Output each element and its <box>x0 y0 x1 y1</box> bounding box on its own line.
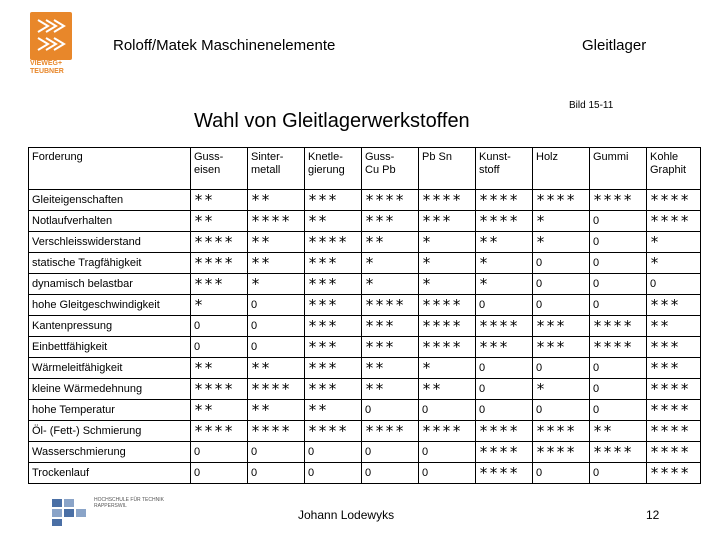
rating-cell: 0 <box>590 400 647 421</box>
rating-cell: *** <box>305 316 362 337</box>
rating-cell: 0 <box>191 316 248 337</box>
rating-cell: **** <box>419 295 476 316</box>
rating-cell: ** <box>590 421 647 442</box>
rating-cell: **** <box>647 463 701 484</box>
column-header-material: Holz <box>533 148 590 190</box>
rating-cell: 0 <box>533 253 590 274</box>
rating-cell: **** <box>647 442 701 463</box>
rating-cell: * <box>476 274 533 295</box>
rating-cell: **** <box>476 190 533 211</box>
rating-cell: * <box>419 232 476 253</box>
table-row <box>29 337 701 358</box>
requirement-label: Trockenlauf <box>29 463 191 484</box>
column-header-material: Kunst- stoff <box>476 148 533 190</box>
rating-cell: 0 <box>590 295 647 316</box>
requirement-label: Verschleisswiderstand <box>29 232 191 253</box>
header-book-title: Roloff/Matek Maschinenelemente <box>113 37 336 54</box>
figure-number: Bild 15-11 <box>569 100 614 111</box>
requirement-label: hohe Gleitgeschwindigkeit <box>29 295 191 316</box>
rating-cell: ** <box>362 232 419 253</box>
table-row <box>29 211 701 232</box>
rating-cell: 0 <box>476 379 533 400</box>
table-row <box>29 421 701 442</box>
rating-cell: *** <box>305 337 362 358</box>
rating-cell: * <box>191 295 248 316</box>
rating-cell: **** <box>362 421 419 442</box>
rating-cell: * <box>248 274 305 295</box>
table-row <box>29 316 701 337</box>
rating-cell: **** <box>647 400 701 421</box>
rating-cell: **** <box>476 442 533 463</box>
rating-cell: *** <box>476 337 533 358</box>
page-title: Wahl von Gleitlagerwerkstoffen <box>194 110 470 132</box>
rating-cell: **** <box>590 442 647 463</box>
rating-cell: * <box>647 253 701 274</box>
rating-cell: *** <box>533 337 590 358</box>
rating-cell: *** <box>191 274 248 295</box>
rating-cell: ** <box>248 358 305 379</box>
rating-cell: **** <box>419 337 476 358</box>
rating-cell: *** <box>362 211 419 232</box>
rating-cell: 0 <box>533 295 590 316</box>
rating-cell: ** <box>248 400 305 421</box>
rating-cell: **** <box>305 232 362 253</box>
rating-cell: *** <box>305 274 362 295</box>
rating-cell: *** <box>305 358 362 379</box>
rating-cell: 0 <box>533 358 590 379</box>
requirement-label: Wärmeleitfähigkeit <box>29 358 191 379</box>
table-row <box>29 295 701 316</box>
rating-cell: **** <box>476 316 533 337</box>
rating-cell: *** <box>362 337 419 358</box>
author: Johann Lodewyks <box>298 508 395 522</box>
rating-cell: **** <box>191 253 248 274</box>
rating-cell: 0 <box>590 358 647 379</box>
rating-cell: 0 <box>248 316 305 337</box>
rating-cell: *** <box>362 316 419 337</box>
rating-cell: ** <box>248 190 305 211</box>
column-header-material: Knetle- gierung <box>305 148 362 190</box>
rating-cell: 0 <box>248 295 305 316</box>
rating-cell: **** <box>248 211 305 232</box>
table-row <box>29 274 701 295</box>
rating-cell: **** <box>590 190 647 211</box>
publisher-logo-text: VIEWEG+ TEUBNER <box>30 60 64 75</box>
rating-cell: *** <box>305 295 362 316</box>
column-header-material: Sinter- metall <box>248 148 305 190</box>
requirement-label: Notlaufverhalten <box>29 211 191 232</box>
rating-cell: * <box>419 358 476 379</box>
rating-cell: **** <box>191 421 248 442</box>
rating-cell: 0 <box>533 274 590 295</box>
rating-cell: ** <box>647 316 701 337</box>
rating-cell: ** <box>419 379 476 400</box>
rating-cell: **** <box>248 379 305 400</box>
rating-cell: 0 <box>248 442 305 463</box>
rating-cell: *** <box>305 190 362 211</box>
rating-cell: 0 <box>419 442 476 463</box>
rating-cell: 0 <box>305 442 362 463</box>
page-number: 12 <box>646 508 660 522</box>
rating-cell: **** <box>533 421 590 442</box>
requirement-label: Wasserschmierung <box>29 442 191 463</box>
rating-cell: 0 <box>305 463 362 484</box>
rating-cell: 0 <box>419 400 476 421</box>
rating-cell: * <box>533 379 590 400</box>
table-row <box>29 463 701 484</box>
rating-cell: 0 <box>248 337 305 358</box>
requirement-label: kleine Wärmedehnung <box>29 379 191 400</box>
table-row <box>29 253 701 274</box>
rating-cell: * <box>419 274 476 295</box>
rating-cell: **** <box>533 442 590 463</box>
table-row <box>29 379 701 400</box>
table-header-row <box>29 148 701 190</box>
rating-cell: **** <box>590 337 647 358</box>
rating-cell: 0 <box>191 442 248 463</box>
rating-cell: **** <box>476 421 533 442</box>
rating-cell: 0 <box>590 232 647 253</box>
table-row <box>29 190 701 211</box>
rating-cell: 0 <box>248 463 305 484</box>
rating-cell: ** <box>191 400 248 421</box>
rating-cell: **** <box>248 421 305 442</box>
table-row <box>29 232 701 253</box>
school-name: HOCHSCHULE FÜR TECHNIK RAPPERSWIL <box>94 497 164 509</box>
rating-cell: ** <box>305 400 362 421</box>
rating-cell: **** <box>476 211 533 232</box>
rating-cell: 0 <box>590 253 647 274</box>
rating-cell: **** <box>191 379 248 400</box>
rating-cell: *** <box>647 358 701 379</box>
header-chapter: Gleitlager <box>582 37 647 54</box>
rating-cell: * <box>362 253 419 274</box>
requirement-label: statische Tragfähigkeit <box>29 253 191 274</box>
rating-cell: ** <box>476 232 533 253</box>
rating-cell: 0 <box>590 274 647 295</box>
rating-cell: *** <box>305 253 362 274</box>
requirement-label: Gleiteigenschaften <box>29 190 191 211</box>
requirement-label: Öl- (Fett-) Schmierung <box>29 421 191 442</box>
column-header-material: Guss- Cu Pb <box>362 148 419 190</box>
column-header-material: Pb Sn <box>419 148 476 190</box>
rating-cell: **** <box>419 421 476 442</box>
rating-cell: * <box>647 232 701 253</box>
column-header-material: Guss- eisen <box>191 148 248 190</box>
rating-cell: ** <box>362 358 419 379</box>
rating-cell: **** <box>476 463 533 484</box>
rating-cell: ** <box>362 379 419 400</box>
rating-cell: 0 <box>419 463 476 484</box>
rating-cell: **** <box>362 295 419 316</box>
rating-cell: 0 <box>191 463 248 484</box>
publisher-logo <box>30 12 72 60</box>
rating-cell: **** <box>533 190 590 211</box>
rating-cell: **** <box>305 421 362 442</box>
requirement-label: hohe Temperatur <box>29 400 191 421</box>
rating-cell: 0 <box>590 211 647 232</box>
rating-cell: 0 <box>533 400 590 421</box>
rating-cell: ** <box>305 211 362 232</box>
requirement-label: dynamisch belastbar <box>29 274 191 295</box>
rating-cell: ** <box>191 358 248 379</box>
rating-cell: ** <box>248 253 305 274</box>
rating-cell: **** <box>191 232 248 253</box>
rating-cell: *** <box>533 316 590 337</box>
rating-cell: *** <box>647 295 701 316</box>
rating-cell: ** <box>191 211 248 232</box>
rating-cell: **** <box>362 190 419 211</box>
requirement-label: Einbettfähigkeit <box>29 337 191 358</box>
rating-cell: 0 <box>590 463 647 484</box>
rating-cell: **** <box>647 211 701 232</box>
table-row <box>29 442 701 463</box>
rating-cell: * <box>362 274 419 295</box>
column-header-requirement: Forderung <box>29 148 191 190</box>
rating-cell: ** <box>191 190 248 211</box>
rating-cell: 0 <box>476 295 533 316</box>
rating-cell: *** <box>419 211 476 232</box>
rating-cell: 0 <box>362 400 419 421</box>
rating-cell: *** <box>647 337 701 358</box>
rating-cell: * <box>533 232 590 253</box>
table-row <box>29 400 701 421</box>
column-header-material: Gummi <box>590 148 647 190</box>
rating-cell: **** <box>590 316 647 337</box>
rating-cell: 0 <box>590 379 647 400</box>
rating-cell: * <box>419 253 476 274</box>
rating-cell: **** <box>647 421 701 442</box>
rating-cell: **** <box>647 379 701 400</box>
rating-cell: *** <box>305 379 362 400</box>
rating-cell: 0 <box>647 274 701 295</box>
rating-cell: **** <box>419 316 476 337</box>
rating-cell: 0 <box>476 400 533 421</box>
rating-cell: **** <box>647 190 701 211</box>
table-row <box>29 358 701 379</box>
rating-cell: ** <box>248 232 305 253</box>
rating-cell: 0 <box>362 442 419 463</box>
rating-cell: 0 <box>191 337 248 358</box>
rating-cell: 0 <box>362 463 419 484</box>
school-logo <box>50 497 90 527</box>
rating-cell: * <box>476 253 533 274</box>
rating-cell: 0 <box>476 358 533 379</box>
rating-cell: **** <box>419 190 476 211</box>
rating-cell: * <box>533 211 590 232</box>
material-selection-table <box>28 147 701 484</box>
rating-cell: 0 <box>533 463 590 484</box>
column-header-material: Kohle Graphit <box>647 148 701 190</box>
requirement-label: Kantenpressung <box>29 316 191 337</box>
